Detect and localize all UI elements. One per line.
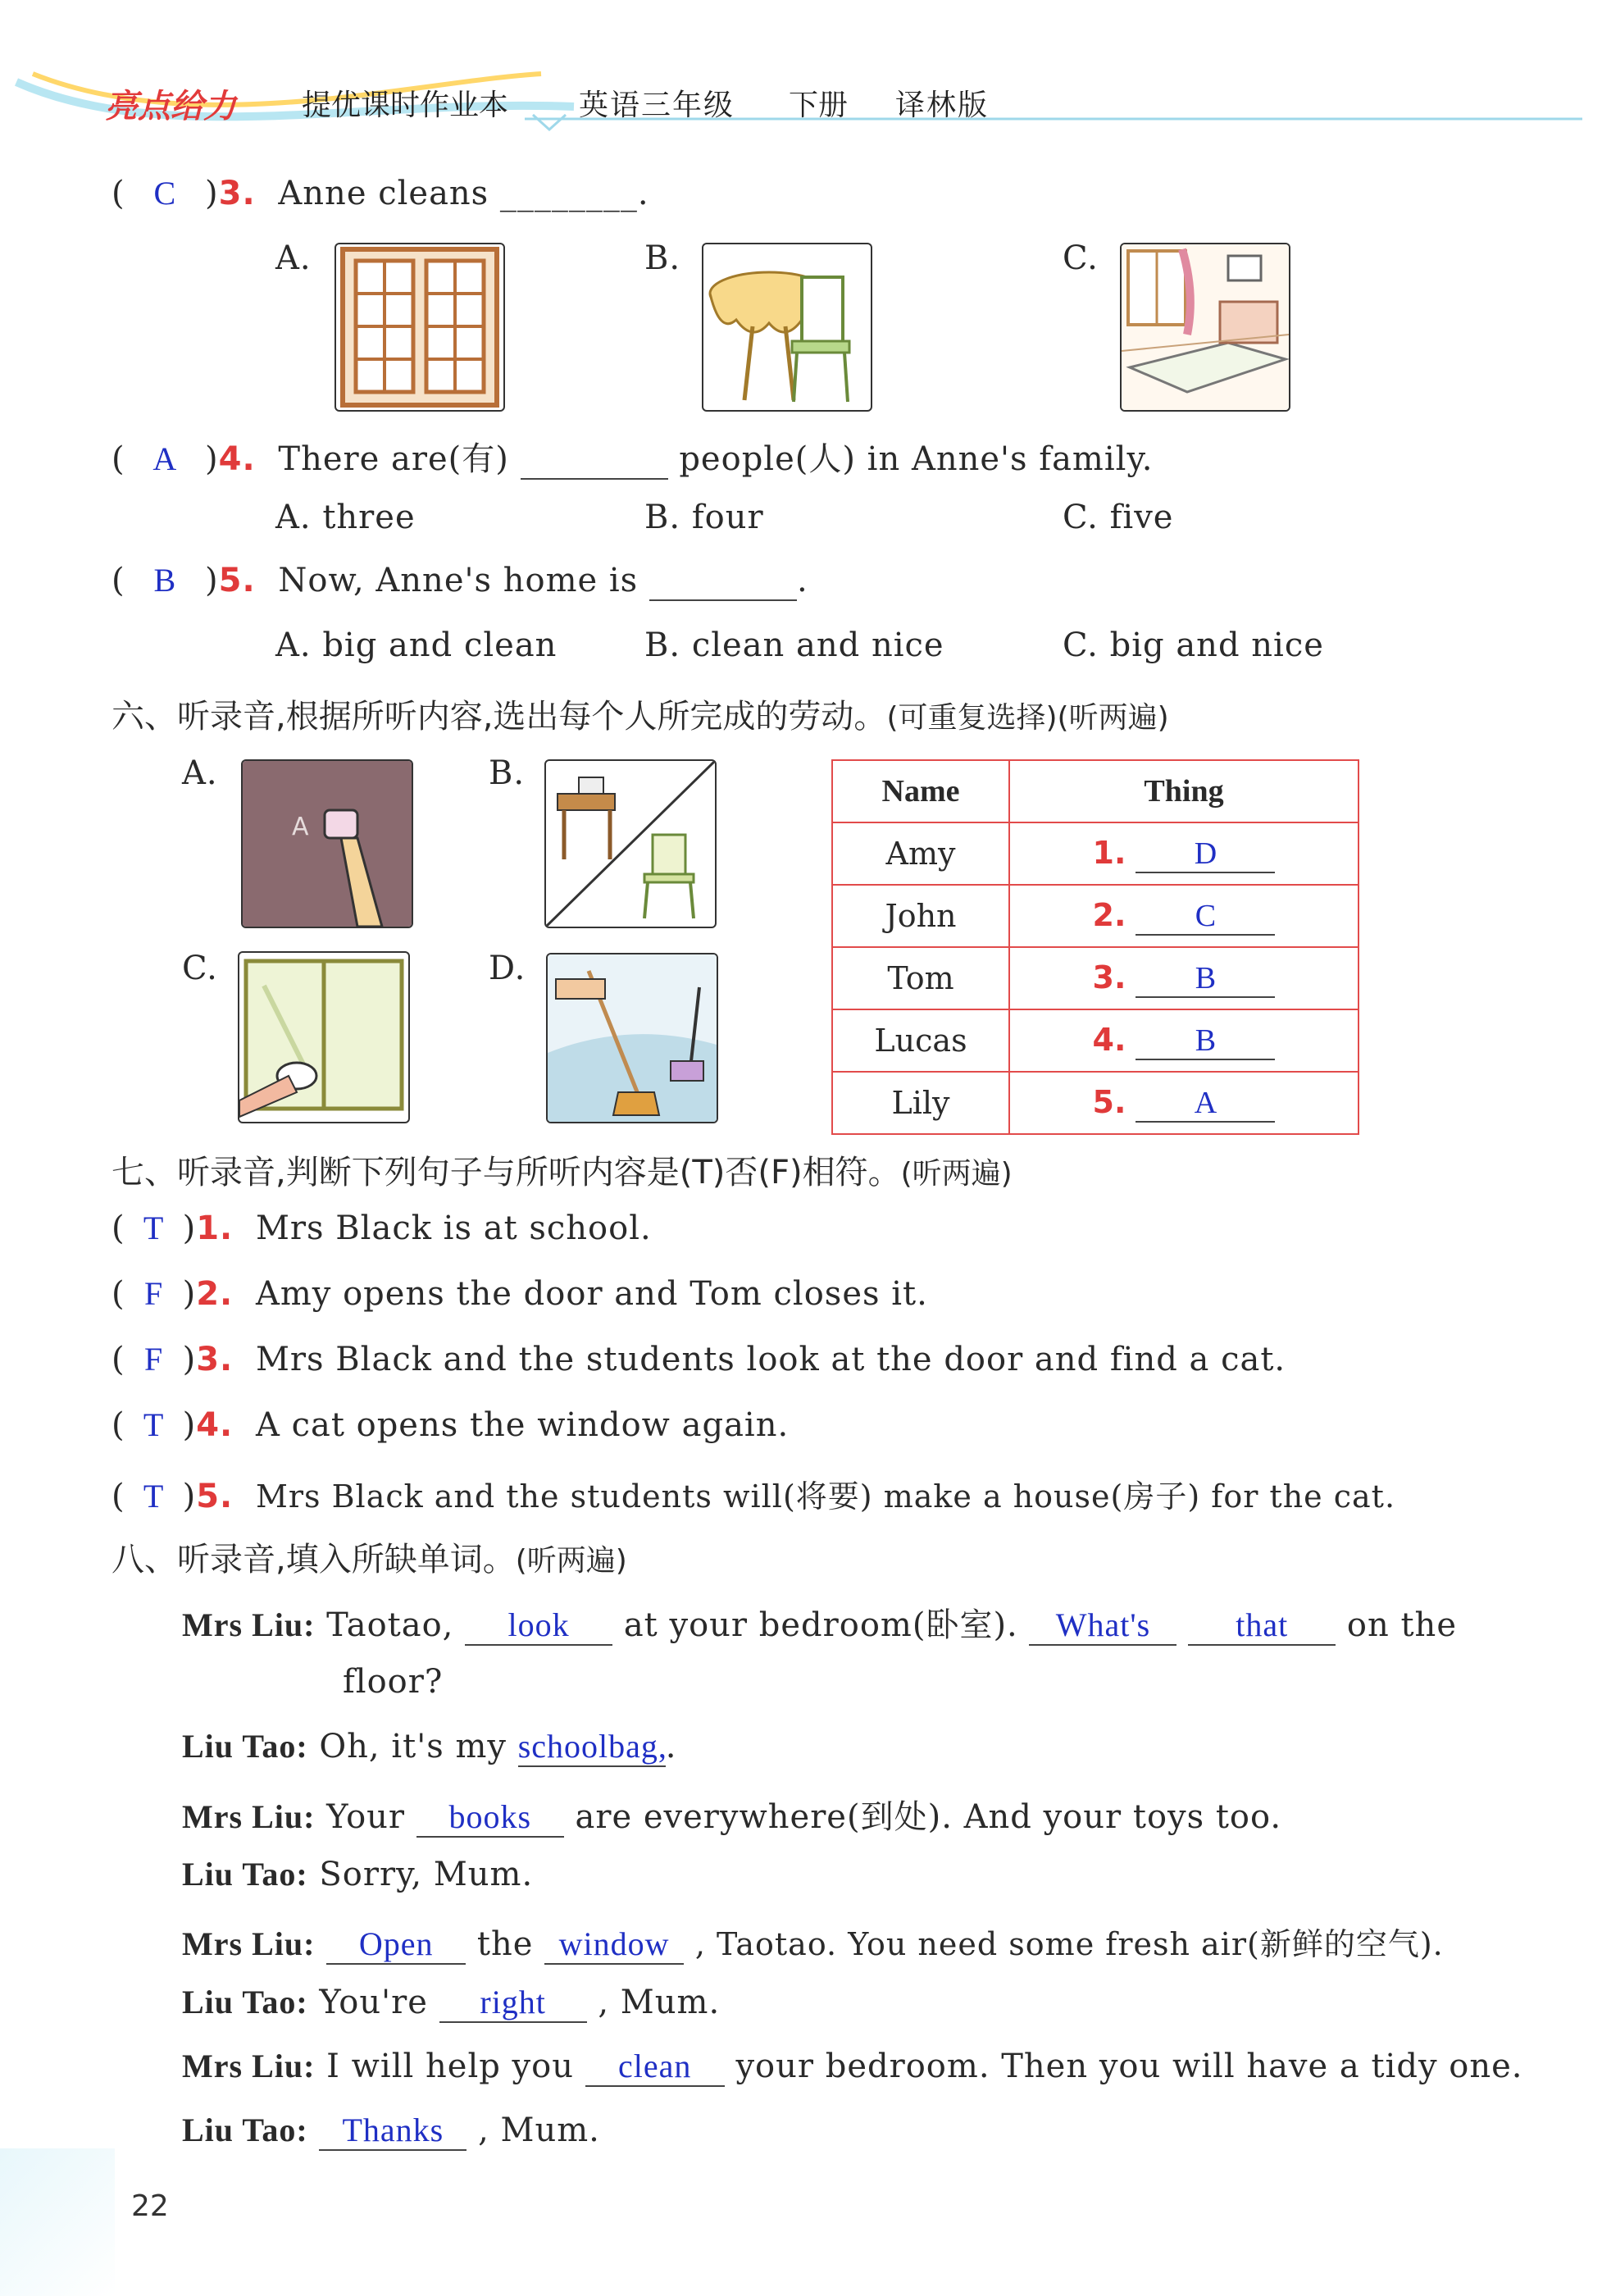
table-header-name: Name	[832, 760, 1009, 822]
answer: T	[143, 1210, 165, 1246]
question-text-end: people(人) in Anne's family.	[679, 440, 1154, 478]
row-number: 3.	[1092, 959, 1126, 995]
section-note: (听两遍)	[515, 1544, 627, 1578]
item-number: 1.	[196, 1210, 234, 1247]
option-c: C. five	[1063, 499, 1174, 536]
answer-blank: C	[1136, 898, 1275, 936]
answer-blank: window	[544, 1925, 684, 1965]
answer: T	[143, 1406, 165, 1443]
section-title: 八、听录音,填入所缺单词。	[112, 1541, 516, 1578]
dialogue-line-continuation: floor?	[343, 1663, 444, 1701]
speaker-label: Liu Tao:	[182, 1856, 308, 1893]
question-number: 4.	[218, 440, 256, 478]
item-number: 4.	[196, 1406, 234, 1444]
row-number: 1.	[1092, 834, 1126, 871]
answer: A	[152, 440, 178, 477]
question-text: There are(有)	[278, 440, 509, 478]
speaker-label: Mrs Liu:	[182, 1925, 316, 1962]
tf-item: ( F )2. Amy opens the door and Tom closes it.	[112, 1275, 928, 1313]
row-number: 5.	[1092, 1083, 1126, 1120]
page-number: 22	[131, 2189, 169, 2223]
dialogue-line: Liu Tao: Oh, it's my schoolbag,.	[182, 1728, 677, 1765]
option-a: A. three	[275, 499, 416, 536]
table-header-row	[832, 760, 1359, 822]
page-corner-decoration	[0, 2148, 115, 2296]
header-brand: 亮点给力	[105, 88, 236, 125]
item-text: Mrs Black is at school.	[255, 1210, 652, 1247]
answer-blank: right	[439, 1983, 587, 2023]
header-book: 英语三年级	[579, 89, 735, 122]
answer: T	[143, 1478, 165, 1515]
section-8-title	[112, 1533, 627, 1580]
question-number: 3.	[218, 175, 256, 212]
answer: F	[143, 1341, 164, 1378]
question-5: ( B )5. Now, Anne's home is .	[112, 562, 808, 599]
table-row	[832, 885, 1359, 947]
option-c: C. big and nice	[1063, 626, 1324, 664]
row-number: 2.	[1092, 896, 1126, 933]
tf-item: ( F )3. Mrs Black and the students look at the door and find a cat.	[112, 1341, 1286, 1378]
item-text: Amy opens the door and Tom closes it.	[255, 1275, 928, 1313]
table-row	[832, 1009, 1359, 1072]
dialogue-line: Mrs Liu: Open the window , Taotao. You need some fresh air(新鲜的空气).	[182, 1925, 1444, 1963]
dialogue-line: Mrs Liu: I will help you clean your bedroom. Then you will have a tidy one.	[182, 2048, 1523, 2085]
item-text: Mrs Black and the students look at the door and find a cat.	[255, 1341, 1286, 1378]
picture-window	[335, 243, 505, 412]
answer-blank: books	[416, 1797, 564, 1838]
answer-blank: schoolbag,	[518, 1727, 666, 1767]
tf-item: ( T )5. Mrs Black and the students will(将要) make a house(房子) for the cat.	[112, 1478, 1396, 1515]
answer: C	[153, 175, 177, 212]
dialogue-line: Liu Tao: You're right , Mum.	[182, 1984, 721, 2021]
svg-text:A: A	[292, 813, 309, 841]
person-name: John	[832, 885, 1009, 947]
picture-table-chair	[702, 243, 872, 412]
dialogue-line: Liu Tao: Thanks , Mum.	[182, 2112, 600, 2149]
answer-blank: Open	[326, 1925, 466, 1965]
task-table	[831, 759, 1359, 1135]
answer-blank: B	[1136, 960, 1275, 998]
speaker-label: Liu Tao:	[182, 2112, 308, 2148]
section-7-title	[112, 1146, 1013, 1193]
person-name: Lucas	[832, 1009, 1009, 1072]
picture-cleaning-window	[238, 951, 410, 1123]
answer-blank: clean	[585, 2047, 725, 2087]
question-3: ( C )3. Anne cleans ________.	[112, 175, 649, 212]
section-title: 六、听录音,根据所听内容,选出每个人所完成的劳动。	[112, 698, 887, 736]
item-text: A cat opens the window again.	[255, 1406, 790, 1444]
section-title: 七、听录音,判断下列句子与所听内容是(T)否(F)相符。	[112, 1154, 901, 1191]
answer-blank: that	[1188, 1606, 1336, 1646]
header-subtitle: 提优课时作业本	[302, 89, 509, 122]
pic-label-d: D.	[489, 950, 526, 987]
question-number: 5.	[218, 562, 256, 599]
speaker-label: Mrs Liu:	[182, 2048, 316, 2084]
answer: B	[153, 562, 177, 599]
question-4: ( A )4. There are(有) people(人) in Anne's family.	[112, 440, 1154, 478]
picture-cleaning-board	[241, 759, 413, 928]
item-number: 2.	[196, 1275, 234, 1313]
table-row	[832, 947, 1359, 1009]
answer-blank: A	[1136, 1085, 1275, 1123]
tf-item: ( T )1. Mrs Black is at school.	[112, 1210, 652, 1247]
option-b: B. clean and nice	[644, 626, 944, 664]
header-volume: 下册	[789, 89, 849, 122]
question-text: Now, Anne's home is	[278, 562, 639, 599]
option-b: B. four	[644, 499, 764, 536]
pic-label-b: B.	[489, 754, 526, 792]
person-name: Tom	[832, 947, 1009, 1009]
pic-label-c: C.	[182, 950, 218, 987]
table-row	[832, 1072, 1359, 1134]
dialogue-line: Mrs Liu: Taotao, look at your bedroom(卧室). What's that on the	[182, 1606, 1457, 1644]
question-text: Anne cleans ________.	[278, 175, 649, 212]
answer-blank	[521, 440, 668, 480]
dialogue-line: Liu Tao: Sorry, Mum.	[182, 1856, 534, 1893]
pic-label-a: A.	[182, 754, 218, 792]
answer-blank: look	[465, 1606, 612, 1646]
section-6-title	[112, 690, 1169, 737]
answer-blank: What's	[1029, 1606, 1176, 1646]
table-header-thing: Thing	[1009, 760, 1359, 822]
person-name: Amy	[832, 822, 1009, 885]
answer: F	[143, 1275, 164, 1312]
header-edition: 译林版	[895, 89, 990, 122]
option-a: A. big and clean	[275, 626, 558, 664]
picture-sweeping-floor	[546, 953, 718, 1123]
option-label-a: A.	[275, 239, 312, 277]
question-text-end: .	[796, 562, 808, 599]
person-name: Lily	[832, 1072, 1009, 1134]
table-row	[832, 822, 1359, 885]
section-note: (听两遍)	[900, 1157, 1013, 1191]
dialogue-line: Mrs Liu: Your books are everywhere(到处). And your toys too.	[182, 1798, 1282, 1836]
item-number: 3.	[196, 1341, 234, 1378]
option-label-b: B.	[644, 239, 681, 277]
answer-blank: D	[1136, 836, 1275, 873]
section-note: (可重复选择)(听两遍)	[886, 701, 1169, 735]
speaker-label: Liu Tao:	[182, 1984, 308, 2020]
answer-blank: Thanks	[319, 2111, 466, 2151]
item-text: Mrs Black and the students will(将要) make a house(房子) for the cat.	[255, 1478, 1396, 1515]
tf-item: ( T )4. A cat opens the window again.	[112, 1406, 790, 1444]
item-number: 5.	[196, 1478, 234, 1515]
speaker-label: Mrs Liu:	[182, 1798, 316, 1835]
picture-bedroom	[1120, 243, 1290, 412]
speaker-label: Liu Tao:	[182, 1728, 308, 1765]
option-label-c: C.	[1063, 239, 1099, 277]
answer-blank: B	[1136, 1023, 1275, 1060]
answer-blank	[649, 562, 797, 601]
speaker-label: Mrs Liu:	[182, 1606, 316, 1643]
row-number: 4.	[1092, 1021, 1126, 1058]
picture-cleaning-desk-chair	[544, 759, 717, 928]
